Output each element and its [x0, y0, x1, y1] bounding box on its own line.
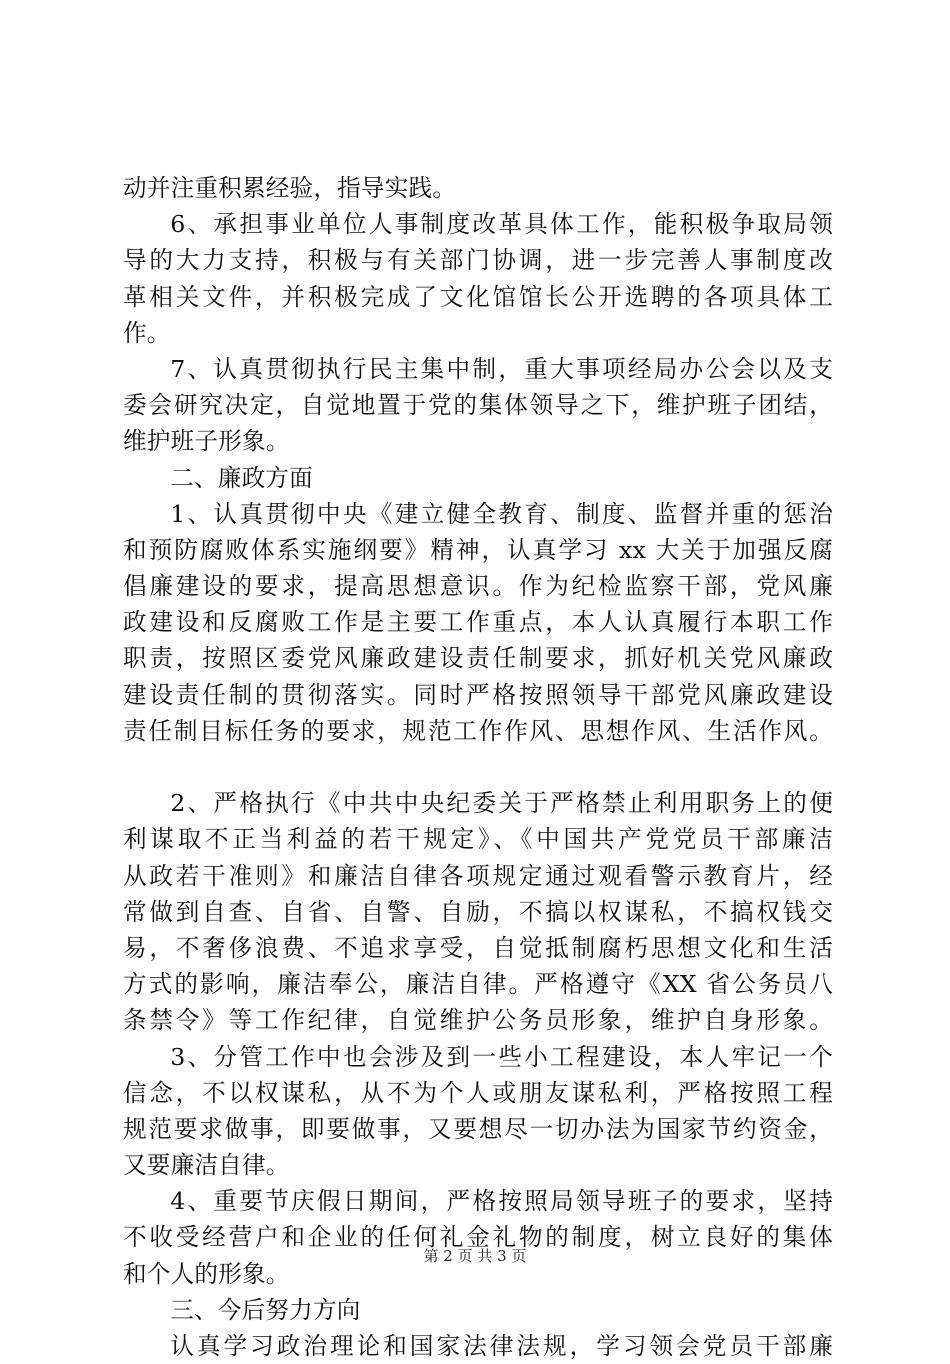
document-body — [123, 170, 833, 1364]
text-line: 三、今后努力方向 — [170, 1295, 361, 1324]
text-line: 和个人的形象。 — [123, 1259, 290, 1288]
text-line: 委会研究决定，自觉地置于党的集体领导之下，维护班子团结， — [123, 391, 833, 420]
text-line: 政建设和反腐败工作是主要工作重点，本人认真履行本职工作 — [123, 608, 833, 637]
text-line: 从政若干准则》和廉洁自律各项规定通过观看警示教育片，经 — [123, 861, 833, 890]
text-line: 又要廉洁自律。 — [123, 1151, 290, 1180]
text-line: 规范要求做事，即要做事，又要想尽一切办法为国家节约资金， — [123, 1114, 833, 1143]
text-line: 导的大力支持，积极与有关部门协调，进一步完善人事制度改 — [123, 246, 833, 275]
text-line: 倡廉建设的要求，提高思想意识。作为纪检监察干部，党风廉 — [123, 572, 833, 601]
text-line: 维护班子形象。 — [123, 427, 290, 456]
text-line: 认真学习政治理论和国家法律法规，学习领会党员干部廉 — [170, 1332, 833, 1360]
blank-line — [123, 749, 833, 785]
text-line: 利谋取不正当利益的若干规定》、《中国共产党党员干部廉洁 — [123, 825, 833, 854]
text-line: 方式的影响，廉洁奉公，廉洁自律。严格遵守《XX 省公务员八 — [123, 970, 833, 999]
text-line: 二、廉政方面 — [170, 463, 313, 492]
text-line: 和预防腐败体系实施纲要》精神，认真学习 xx 大关于加强反腐 — [123, 535, 833, 564]
text-line: 建设责任制的贯彻落实。同时严格按照领导干部党风廉政建设 — [123, 680, 833, 709]
text-line: 职责，按照区委党风廉政建设责任制要求，抓好机关党风廉政 — [123, 644, 833, 673]
text-line: 7、认真贯彻执行民主集中制，重大事项经局办公会以及支 — [170, 354, 833, 383]
page-footer: 第 2 页 共 3 页 — [423, 1247, 527, 1265]
text-line: 2、严格执行《中共中央纪委关于严格禁止利用职务上的便 — [170, 789, 833, 818]
text-line: 责任制目标任务的要求，规范工作作风、思想作风、生活作风。 — [123, 716, 833, 745]
text-line: 4、重要节庆假日期间，严格按照局领导班子的要求，坚持 — [170, 1187, 833, 1216]
text-line: 6、承担事业单位人事制度改革具体工作，能积极争取局领 — [170, 210, 833, 239]
text-line: 作。 — [123, 318, 171, 347]
text-line: 信念，不以权谋私，从不为个人或朋友谋私利，严格按照工程 — [123, 1078, 833, 1107]
text-line: 不收受经营户和企业的任何礼金礼物的制度，树立良好的集体 — [123, 1223, 833, 1252]
text-line: 1、认真贯彻中央《建立健全教育、制度、监督并重的惩治 — [170, 499, 833, 528]
text-line: 动并注重积累经验，指导实践。 — [123, 174, 457, 202]
text-line: 3、分管工作中也会涉及到一些小工程建设，本人牢记一个 — [170, 1042, 833, 1071]
text-line: 常做到自查、自省、自警、自励，不搞以权谋私，不搞权钱交 — [123, 897, 833, 926]
text-line: 易，不奢侈浪费、不追求享受，自觉抵制腐朽思想文化和生活 — [123, 933, 833, 962]
text-line: 条禁令》等工作纪律，自觉维护公务员形象，维护自身形象。 — [123, 1006, 833, 1035]
text-line: 革相关文件，并积极完成了文化馆馆长公开选聘的各项具体工 — [123, 282, 833, 311]
